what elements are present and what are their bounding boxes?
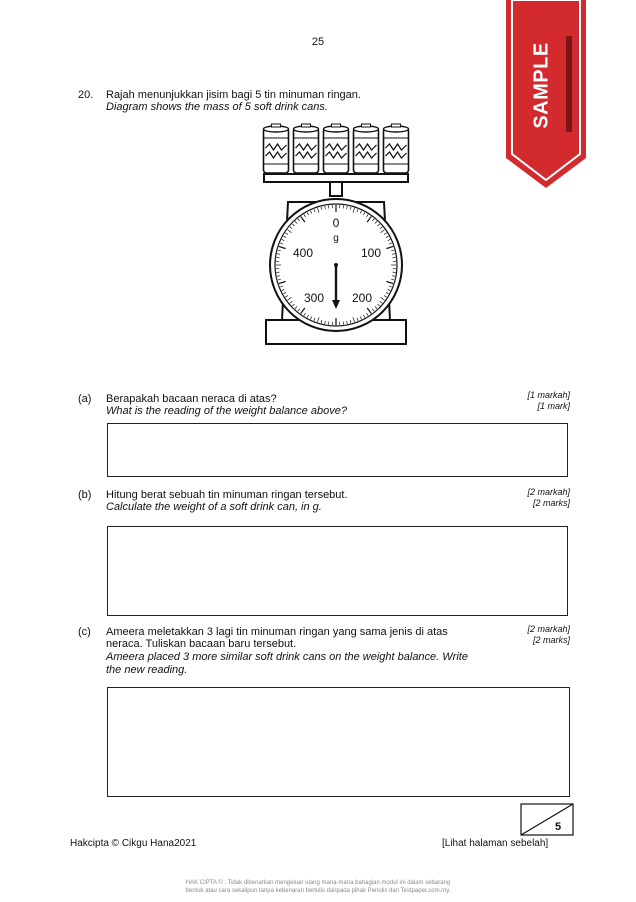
part-c-marks-en: [2 marks] xyxy=(532,635,570,645)
part-c-label: (c) xyxy=(78,626,91,638)
dial-label-300: 300 xyxy=(303,291,325,305)
part-b-marks-en: [2 marks] xyxy=(532,498,570,508)
soft-drink-can xyxy=(324,124,349,173)
sample-label: SAMPLE xyxy=(530,41,553,129)
dial-label-100: 100 xyxy=(360,246,382,260)
part-a-question-ms: Berapakah bacaan neraca di atas? xyxy=(106,393,277,405)
soft-drink-can xyxy=(354,124,379,173)
part-a-question-en: What is the reading of the weight balance above? xyxy=(106,405,347,417)
ribbon-fine-print-mark xyxy=(566,36,572,132)
weighing-scale-diagram xyxy=(258,120,418,355)
dial-center xyxy=(334,263,338,267)
question-intro-en: Diagram shows the mass of 5 soft drink cans. xyxy=(106,101,328,113)
part-c-question-ms-line2: neraca. Tuliskan bacaan baru tersebut. xyxy=(106,638,297,650)
sample-label-wrap xyxy=(514,30,570,140)
dial-label-200: 200 xyxy=(351,291,373,305)
dial-label-400: 400 xyxy=(292,246,314,260)
footer-next-page: [Lihat halaman sebelah] xyxy=(442,838,549,849)
part-c-question-en-line1: Ameera placed 3 more similar soft drink cans on the weight balance. Write xyxy=(106,651,468,663)
part-b-question-ms: Hitung berat sebuah tin minuman ringan tersebut. xyxy=(106,489,348,501)
part-a-marks-ms: [1 markah] xyxy=(527,390,570,400)
part-c-question-ms-line1: Ameera meletakkan 3 lagi tin minuman ringan yang sama jenis di atas xyxy=(106,626,448,638)
part-b-label: (b) xyxy=(78,489,92,501)
soft-drink-cans xyxy=(264,124,409,173)
part-b-marks-ms: [2 markah] xyxy=(527,487,570,497)
part-a-label: (a) xyxy=(78,393,92,405)
legal-notice-line2: bentuk atau cara sekalipun tanpa kebenaran bertulis daripada pihak Penulis dan Testpaper.com.my. xyxy=(185,888,451,894)
part-c-question-en-line2: the new reading. xyxy=(106,664,188,676)
part-b-question-en: Calculate the weight of a soft drink can, in g. xyxy=(106,501,322,513)
part-a-answer-box[interactable] xyxy=(107,423,568,477)
part-c-answer-box[interactable] xyxy=(107,687,570,797)
page-number: 25 xyxy=(311,36,325,48)
soft-drink-can xyxy=(264,124,289,173)
part-a-marks-en: [1 mark] xyxy=(537,401,570,411)
scale-pan xyxy=(264,174,408,182)
dial-unit: g xyxy=(333,233,339,244)
question-number: 20. xyxy=(78,89,94,101)
part-b-answer-box[interactable] xyxy=(107,526,568,616)
question-intro-ms: Rajah menunjukkan jisim bagi 5 tin minuman ringan. xyxy=(106,89,361,101)
soft-drink-can xyxy=(384,124,409,173)
dial-label-0: 0 xyxy=(332,216,340,230)
soft-drink-can xyxy=(294,124,319,173)
legal-notice-line1: HAK CIPTA © : Tidak dibenarkan mengeluar ulang mana-mana bahagian modul ini dalam sebarang xyxy=(185,880,451,886)
footer-copyright: Hakcipta © Cikgu Hana2021 xyxy=(70,838,197,849)
total-marks-box xyxy=(520,803,574,836)
total-marks-value: 5 xyxy=(554,821,562,833)
scale-stem xyxy=(330,182,342,196)
part-c-marks-ms: [2 markah] xyxy=(527,624,570,634)
